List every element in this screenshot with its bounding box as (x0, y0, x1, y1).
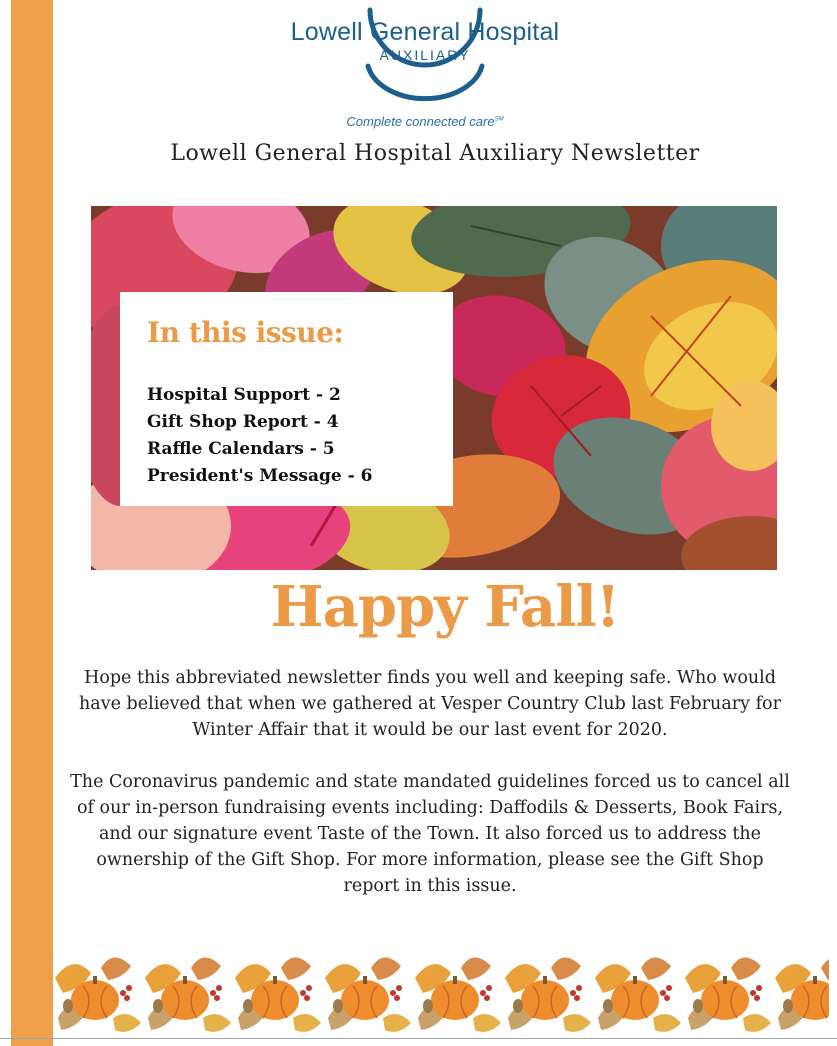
pandemic-paragraph: The Coronavirus pandemic and state mandated guidelines forced us to cancel all of our in-person fundraising events including: Daffodils & Desserts, Book Fairs, and our signature event Taste of the Town. It also forced us to address the ownership of the Gift Shop. For more information, please see the Gift Shop report in this issue. (70, 772, 790, 896)
issue-list (147, 382, 372, 490)
service-mark: SM (494, 116, 504, 123)
headline: Happy Fall! (270, 574, 620, 640)
logo-name: Lowell General Hospital (290, 18, 560, 46)
pumpkin-border-illustration (53, 948, 829, 1038)
logo-tagline (250, 114, 600, 129)
in-this-issue-box (120, 292, 453, 506)
hospital-logo (250, 0, 600, 135)
intro-paragraph: Hope this abbreviated newsletter finds you well and keeping safe. Who would have believed that when we gathered at Vesper Country Club last February for Winter Affair that it would be our last event for 2020. (79, 668, 781, 740)
issue-heading: In this issue: (147, 316, 344, 349)
issue-item: Gift Shop Report - 4 (147, 412, 339, 432)
issue-item: Raffle Calendars - 5 (147, 439, 335, 459)
issue-item: President's Message - 6 (147, 466, 373, 486)
logo-subtitle: AUXILIARY (379, 47, 471, 63)
issue-item: Hospital Support - 2 (147, 385, 341, 405)
pumpkin-leaf-border (53, 948, 829, 1038)
left-accent-bar (11, 0, 53, 1046)
bottom-divider (0, 1038, 837, 1039)
tagline-text: Complete connected care (346, 114, 495, 129)
newsletter-title: Lowell General Hospital Auxiliary Newsletter (170, 141, 700, 166)
